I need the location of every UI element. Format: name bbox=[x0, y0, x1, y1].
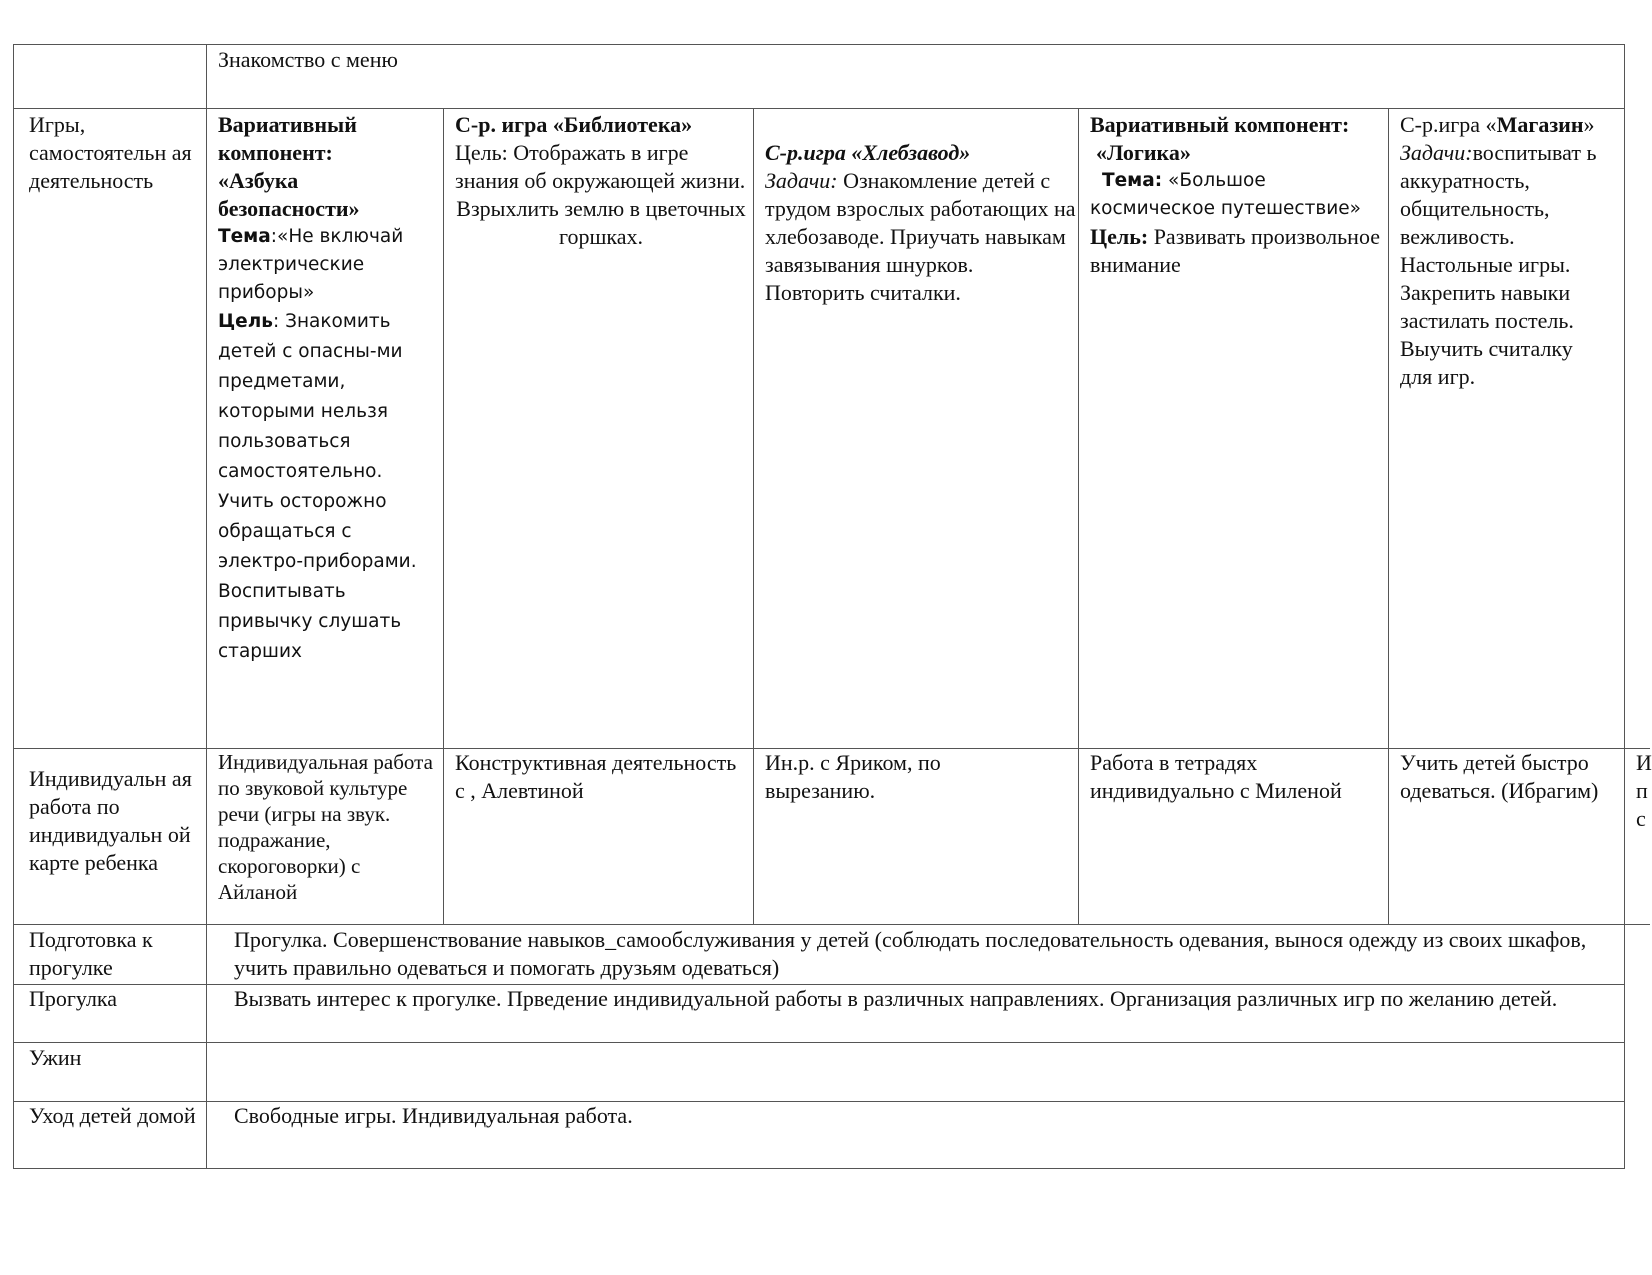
going-home-text: Свободные игры. Индивидуальная работа. bbox=[234, 1103, 633, 1128]
games-col4-goal-text: Развивать произвольное внимание bbox=[1090, 224, 1380, 277]
games-col4-title-a: Вариативный компонент: bbox=[1090, 112, 1350, 137]
going-home-label: Уход детей домой bbox=[29, 1103, 196, 1128]
games-col3-title: С-р.игра «Хлебзавод» bbox=[765, 140, 971, 165]
games-col3-tasks bbox=[765, 167, 1077, 307]
individual-col1: Индивидуальная работа по звуковой культуре речи (игры на звук. подражание, скороговорки) с Айланой bbox=[218, 750, 433, 904]
menu-intro-text: Знакомство с меню bbox=[218, 47, 398, 72]
games-col2-cell bbox=[455, 111, 747, 251]
walk-label: Прогулка bbox=[29, 986, 118, 1011]
column-divider bbox=[1388, 108, 1389, 925]
games-col2-title: С-р. игра «Библиотека» bbox=[455, 112, 693, 137]
column-divider bbox=[443, 108, 444, 925]
games-col4-cell bbox=[1090, 111, 1386, 279]
games-col1-cell bbox=[218, 111, 440, 667]
column-divider bbox=[753, 108, 754, 925]
games-col1-goal-text: : Знакомить детей с опасны-ми предметами, которыми нельзя пользоваться самостоятельно. Учить осторожно обращаться с электро-приборами. Воспитывать привычку слушать старших bbox=[218, 311, 417, 662]
table-border-right bbox=[1624, 44, 1625, 1169]
row-divider bbox=[13, 108, 1625, 109]
walk-text: Вызвать интерес к прогулке. Прведение индивидуальной работы в различных направлениях. Организация различных игр по желанию детей. bbox=[234, 986, 1558, 1011]
games-col2-goal: Цель: Отображать в игре знания об окружающей жизни. bbox=[455, 140, 746, 193]
games-col1-theme bbox=[218, 223, 440, 307]
individual-col4: Работа в тетрадях индивидуально с Миленой bbox=[1090, 750, 1342, 803]
individual-col2-cell bbox=[455, 749, 743, 805]
games-col4-goal-label: Цель: bbox=[1090, 224, 1149, 249]
games-col1-goal bbox=[218, 307, 440, 667]
games-row-label: Игры, самостоятельн ая деятельность bbox=[29, 112, 192, 193]
individual-col3: Ин.р. с Яриком, по вырезанию. bbox=[765, 750, 941, 803]
games-col5-cell bbox=[1400, 111, 1610, 391]
games-col4-theme-text: «Большое космическое путешествие» bbox=[1090, 170, 1361, 219]
walk-prep-text: Прогулка. Совершенствование навыков_самообслуживания у детей (соблюдать последовательность одевания, вынося одежду из своих шкафов, учить правильно одеваться и помогать друзьям одеваться) bbox=[234, 927, 1587, 980]
games-col1-theme-label: Тема bbox=[218, 226, 271, 247]
games-col4-theme-label: Тема: bbox=[1102, 170, 1163, 191]
games-col1-theme-text: :«Не включай электрические приборы» bbox=[218, 226, 404, 303]
row-divider bbox=[13, 1042, 1625, 1043]
games-col5-tasks-text: воспитыват ь аккуратность, общительность, вежливость. Настольные игры. Закрепить навыки застилать постель. Выучить считалку для игр. bbox=[1400, 140, 1597, 389]
games-col1-title-a: Вариативный компонент: bbox=[218, 112, 357, 165]
table-border-top bbox=[13, 44, 1625, 45]
table-border-bottom bbox=[13, 1168, 1625, 1169]
games-col4-theme bbox=[1090, 167, 1386, 223]
individual-col5: Учить детей быстро одеваться. (Ибрагим) bbox=[1400, 750, 1599, 803]
individual-col6-fragment: И п с bbox=[1636, 750, 1652, 831]
dinner-label: Ужин bbox=[29, 1045, 82, 1070]
games-col4-goal bbox=[1090, 223, 1386, 279]
games-col2-task: Взрыхлить землю в цветочных горшках. bbox=[456, 196, 746, 249]
column-divider bbox=[206, 44, 207, 1169]
games-col5-tasks-label: Задачи: bbox=[1400, 140, 1473, 165]
games-col4-title-b: «Логика» bbox=[1096, 140, 1191, 165]
games-col5-tasks bbox=[1400, 139, 1610, 391]
games-col3-tasks-label: Задачи: bbox=[765, 168, 838, 193]
games-col5-title-a: С-р.игра « bbox=[1400, 112, 1497, 137]
games-col1-goal-label: Цель bbox=[218, 311, 273, 332]
table-border-left bbox=[13, 44, 14, 1169]
games-col3-tasks-text: Ознакомление детей с трудом взрослых работающих на хлебозаводе. Приучать навыкам завязывания шнурков. Повторить считалки. bbox=[765, 168, 1076, 305]
games-col5-title bbox=[1400, 111, 1610, 139]
walk-prep-label: Подготовка к прогулке bbox=[29, 927, 153, 980]
individual-row-label: Индивидуальн ая работа по индивидуальн ой карте ребенка bbox=[29, 766, 192, 875]
row-divider bbox=[13, 924, 1650, 925]
games-col5-title-b: Магазин bbox=[1496, 112, 1584, 137]
games-col1-title-b: «Азбука безопасности» bbox=[218, 168, 360, 221]
column-divider bbox=[1078, 108, 1079, 925]
games-col5-title-c: » bbox=[1583, 112, 1595, 137]
games-col3-cell bbox=[765, 139, 1077, 307]
individual-col2-a: Конструктивная деятельность bbox=[455, 750, 737, 775]
individual-col2-b: с , Алевтиной bbox=[455, 778, 584, 803]
